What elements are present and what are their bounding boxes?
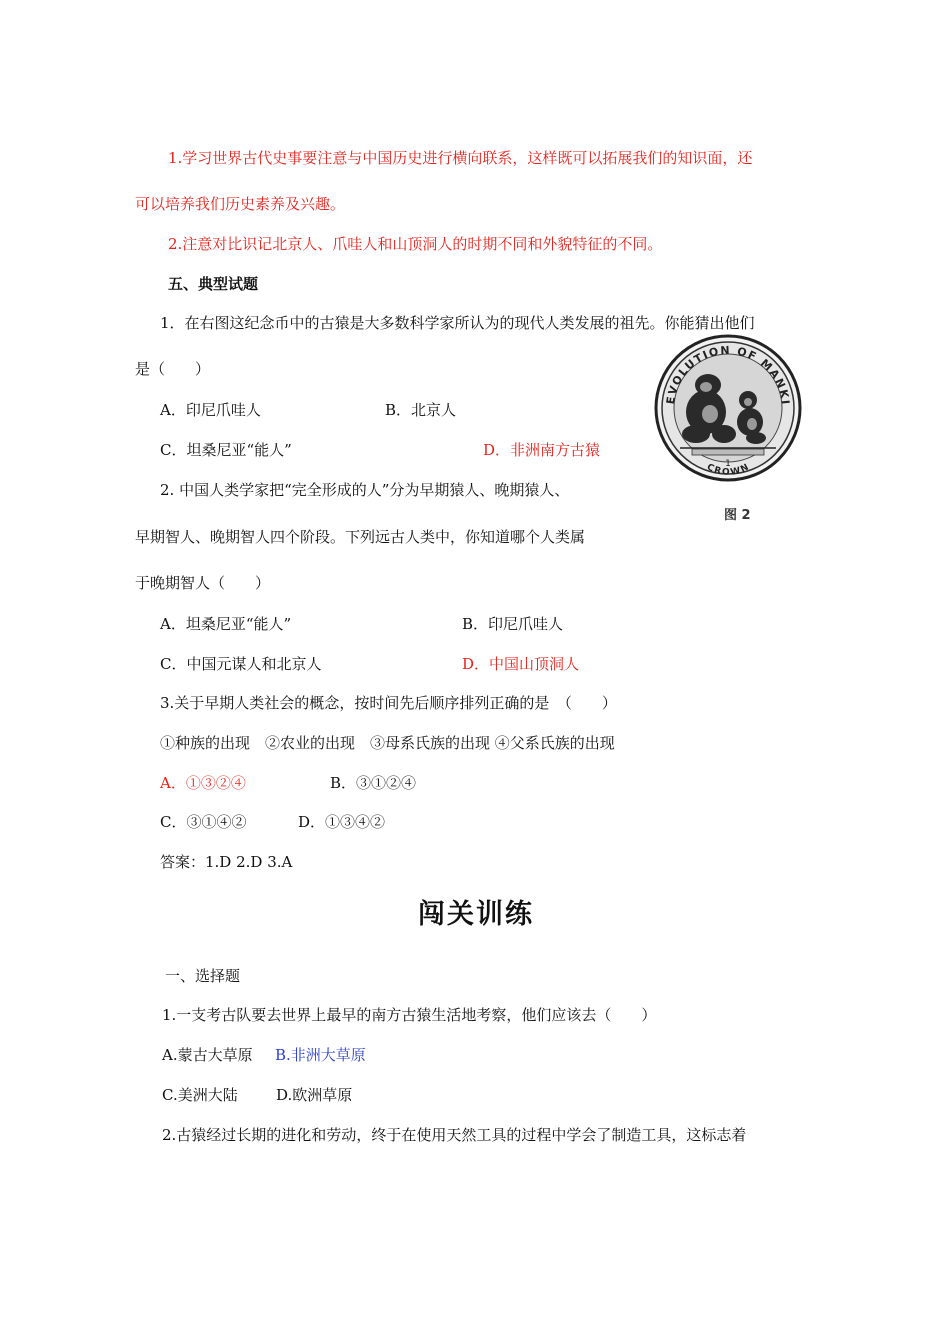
practice-q2-stem: 2.古猿经过长期的进化和劳动，终于在使用天然工具的过程中学会了制造工具，这标志着 [162,1126,747,1144]
coin-inscription-bottom: CROWN [705,461,752,478]
answer-key: 答案：1.D 2.D 3.A [160,853,293,871]
tip-2: 2.注意对比识记北京人、爪哇人和山顶洞人的时期不同和外貌特征的不同。 [168,235,663,253]
practice-q1-stem: 1.一支考古队要去世界上最早的南方古猿生活地考察，他们应该去（ ） [162,1006,657,1024]
practice-title: 闯关训练 [418,899,534,930]
q1-option-b: B．北京人 [385,401,457,419]
tip-1-line-1: 1.学习世界古代史事要注意与中国历史进行横向联系，这样既可以拓展我们的知识面，还 [168,149,753,167]
q2-stem-line-1: 2. 中国人类学家把“完全形成的人”分为早期猿人、晚期猿人、 [160,481,570,499]
practice-q1-option-a: A.蒙古大草原 [162,1046,253,1064]
coin-inscription-top: EVOLUTION OF MANKI [664,343,792,407]
practice-q1-option-d: D.欧洲草原 [276,1086,353,1104]
figure-caption: 图 2 [724,508,751,523]
q2-option-c: C．中国元谋人和北京人 [160,655,322,673]
q3-items: ①种族的出现 ②农业的出现 ③母系氏族的出现 ④父系氏族的出现 [160,734,615,752]
q3-option-b: B．③①②④ [330,774,417,792]
q3-option-c: C．③①④② [160,813,247,831]
practice-heading-choice: 一、选择题 [165,967,241,985]
q1-option-d: D．非洲南方古猿 [483,441,601,459]
coin-denomination: 1 [725,459,731,469]
q2-stem-line-2: 早期智人、晚期智人四个阶段。下列远古人类中，你知道哪个人类属 [135,528,586,546]
q3-option-d: D．①③④② [298,813,386,831]
q2-option-d: D．中国山顶洞人 [462,655,580,673]
q1-stem-line-1: 1．在右图这纪念币中的古猿是大多数科学家所认为的现代人类发展的祖先。你能猜出他们 [160,314,755,332]
q1-option-c: C．坦桑尼亚“能人” [160,441,292,459]
q2-stem-line-3: 于晚期智人（ ） [135,574,271,592]
q1-stem-line-2: 是（ ） [135,360,211,378]
practice-q1-option-b: B.非洲大草原 [275,1046,366,1064]
q1-option-a: A．印尼爪哇人 [160,401,261,419]
q3-stem: 3.关于早期人类社会的概念，按时间先后顺序排列正确的是 （ ） [160,694,617,712]
q2-option-b: B．印尼爪哇人 [462,615,564,633]
section-heading-typical-questions: 五、典型试题 [168,275,259,293]
tip-1-line-2: 可以培养我们历史素养及兴趣。 [135,195,346,213]
practice-q1-option-c: C.美洲大陆 [162,1086,238,1104]
q3-option-a: A．①③②④ [160,774,246,792]
q2-option-a: A．坦桑尼亚“能人” [160,615,292,633]
commemorative-coin-figure [652,330,802,526]
coin-image [652,330,802,500]
